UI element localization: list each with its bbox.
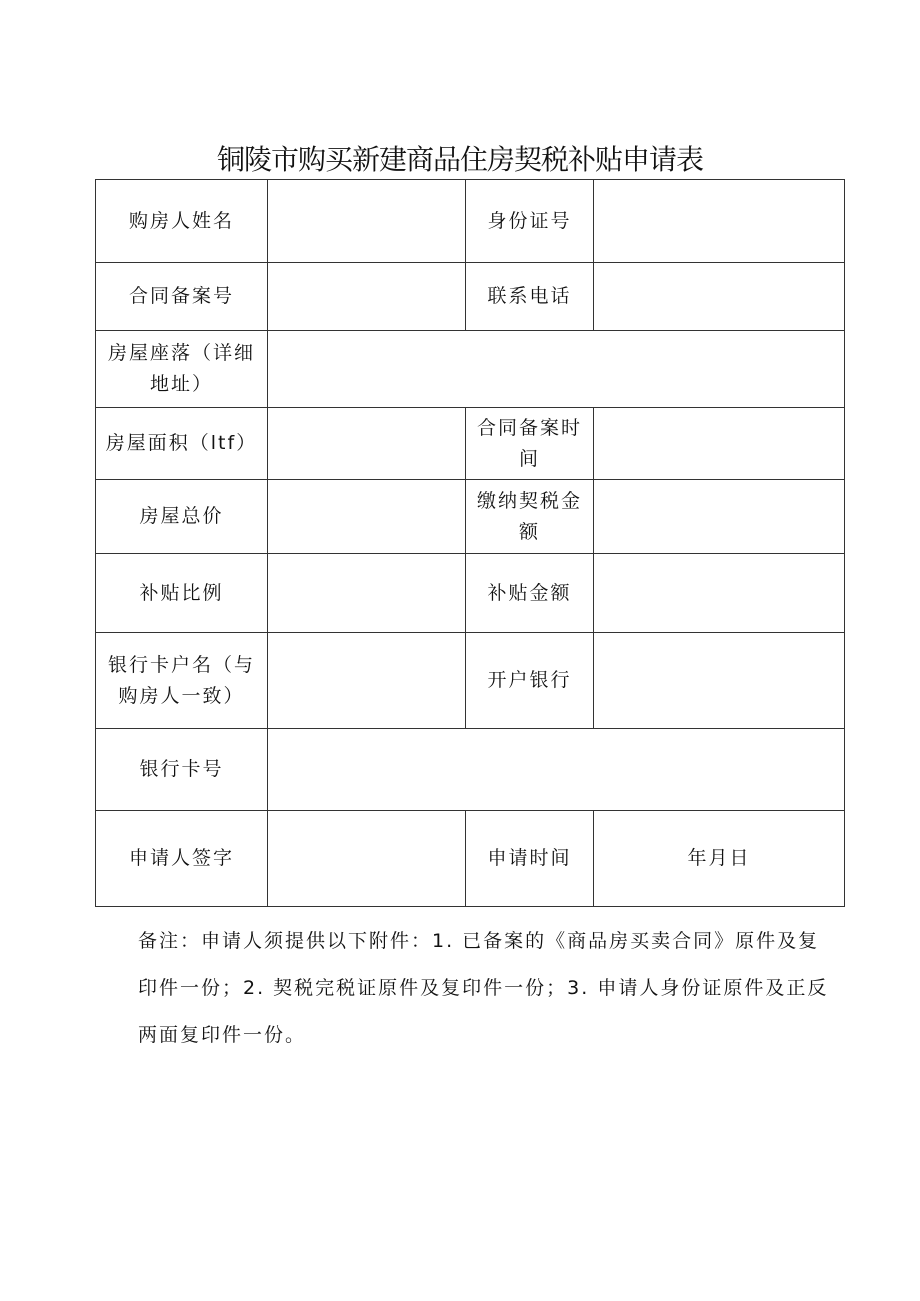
card-no-field[interactable] bbox=[268, 729, 845, 811]
row-location bbox=[96, 331, 845, 408]
contract-time-label: 合同备案时间 bbox=[466, 408, 594, 480]
subsidy-amount-label: 补贴金额 bbox=[466, 554, 594, 633]
buyer-name-field[interactable] bbox=[268, 180, 466, 263]
row-subsidy bbox=[96, 554, 845, 633]
subsidy-ratio-field[interactable] bbox=[268, 554, 466, 633]
row-card-no bbox=[96, 729, 845, 811]
total-price-label: 房屋总价 bbox=[96, 480, 268, 554]
total-price-field[interactable] bbox=[268, 480, 466, 554]
id-number-field[interactable] bbox=[594, 180, 845, 263]
row-buyer bbox=[96, 180, 845, 263]
contract-time-field[interactable] bbox=[594, 408, 845, 480]
note-text: 备注：申请人须提供以下附件：1. 已备案的《商品房买卖合同》原件及复印件一份；2. 契税完税证原件及复印件一份；3. 申请人身份证原件及正反两面复印件一份。 bbox=[138, 930, 829, 1046]
card-no-label: 银行卡号 bbox=[96, 729, 268, 811]
area-field[interactable] bbox=[268, 408, 466, 480]
subsidy-ratio-label: 补贴比例 bbox=[96, 554, 268, 633]
location-label: 房屋座落（详细地址） bbox=[96, 331, 268, 408]
id-number-label: 身份证号 bbox=[466, 180, 594, 263]
apply-time-label: 申请时间 bbox=[466, 811, 594, 907]
form-title: 铜陵市购买新建商品住房契税补贴申请表 bbox=[216, 143, 703, 176]
phone-field[interactable] bbox=[594, 263, 845, 331]
account-name-label: 银行卡户名（与购房人一致） bbox=[96, 633, 268, 729]
contract-no-field[interactable] bbox=[268, 263, 466, 331]
area-label: 房屋面积（ltf） bbox=[96, 408, 268, 480]
tax-paid-field[interactable] bbox=[594, 480, 845, 554]
signature-field[interactable] bbox=[268, 811, 466, 907]
row-contract bbox=[96, 263, 845, 331]
account-name-field[interactable] bbox=[268, 633, 466, 729]
bank-field[interactable] bbox=[594, 633, 845, 729]
phone-label: 联系电话 bbox=[466, 263, 594, 331]
application-form-table bbox=[95, 179, 845, 907]
buyer-name-label: 购房人姓名 bbox=[96, 180, 268, 263]
row-price bbox=[96, 480, 845, 554]
subsidy-amount-field[interactable] bbox=[594, 554, 845, 633]
row-area bbox=[96, 408, 845, 480]
signature-label: 申请人签字 bbox=[96, 811, 268, 907]
location-field[interactable] bbox=[268, 331, 845, 408]
tax-paid-label: 缴纳契税金额 bbox=[466, 480, 594, 554]
row-signature bbox=[96, 811, 845, 907]
bank-label: 开户银行 bbox=[466, 633, 594, 729]
contract-no-label: 合同备案号 bbox=[96, 263, 268, 331]
row-bank-account bbox=[96, 633, 845, 729]
apply-time-field[interactable]: 年月日 bbox=[594, 811, 845, 907]
